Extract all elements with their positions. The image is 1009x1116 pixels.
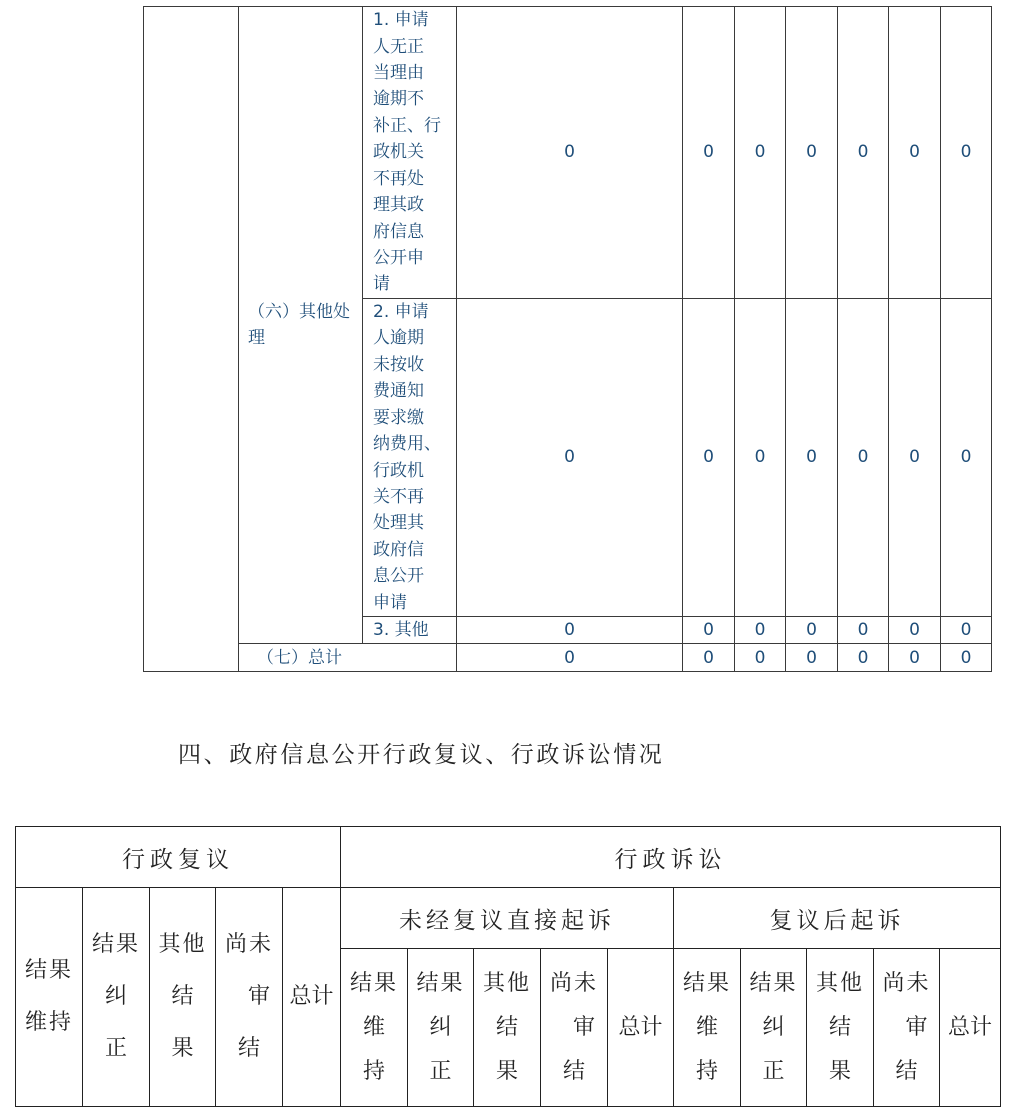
after-col-pending: 尚未 审 结 — [874, 949, 940, 1107]
sub-item-cell: 1. 申请 人无正 当理由 逾期不 补正、行 政机关 不再处 理其政 府信息 公开申 请 — [363, 7, 457, 299]
section-heading: 四、政府信息公开行政复议、行政诉讼情况 — [178, 742, 665, 768]
table-header-row — [16, 827, 1001, 888]
review-col-result-corrected: 结果 纠 正 — [83, 888, 150, 1107]
value-cell: 0 — [735, 7, 786, 299]
value-cell: 0 — [457, 7, 683, 299]
value-cell: 0 — [889, 617, 941, 644]
total-label-cell: （七）总计 — [239, 644, 457, 672]
after-col-result-upheld: 结果 维 持 — [674, 949, 741, 1107]
value-cell: 0 — [889, 7, 941, 299]
review-col-other-result: 其他 结 果 — [150, 888, 216, 1107]
admin-litigation-header: 行政诉讼 — [341, 827, 1001, 888]
direct-col-other-result: 其他 结 果 — [474, 949, 541, 1107]
value-cell: 0 — [889, 299, 941, 617]
value-cell: 0 — [786, 617, 838, 644]
value-cell: 0 — [941, 644, 992, 672]
value-cell: 0 — [735, 299, 786, 617]
value-cell: 0 — [941, 617, 992, 644]
after-col-total: 总计 — [940, 949, 1001, 1107]
table-row — [144, 7, 992, 299]
disclosure-handling-table — [143, 6, 992, 672]
value-cell: 0 — [786, 7, 838, 299]
value-cell: 0 — [457, 644, 683, 672]
value-cell: 0 — [683, 7, 735, 299]
value-cell: 0 — [786, 644, 838, 672]
review-litigation-table — [15, 826, 1001, 1107]
value-cell: 0 — [735, 644, 786, 672]
after-review-suit-header: 复议后起诉 — [674, 888, 1001, 949]
review-col-result-upheld: 结果 维持 — [16, 888, 83, 1107]
value-cell: 0 — [457, 617, 683, 644]
value-cell: 0 — [683, 617, 735, 644]
direct-col-total: 总计 — [608, 949, 674, 1107]
direct-suit-header: 未经复议直接起诉 — [341, 888, 674, 949]
value-cell: 0 — [838, 617, 889, 644]
sub-item-cell: 3. 其他 — [363, 617, 457, 644]
value-cell: 0 — [683, 299, 735, 617]
after-col-other-result: 其他 结 果 — [807, 949, 874, 1107]
value-cell: 0 — [735, 617, 786, 644]
value-cell: 0 — [838, 299, 889, 617]
value-cell: 0 — [457, 299, 683, 617]
total-row — [144, 644, 992, 672]
review-col-total: 总计 — [283, 888, 341, 1107]
value-cell: 0 — [838, 7, 889, 299]
blank-cell — [144, 7, 239, 672]
category-cell: （六）其他处理 — [239, 7, 363, 644]
value-cell: 0 — [889, 644, 941, 672]
value-cell: 0 — [786, 299, 838, 617]
table-header-row — [16, 888, 1001, 949]
value-cell: 0 — [683, 644, 735, 672]
admin-review-header: 行政复议 — [16, 827, 341, 888]
direct-col-pending: 尚未 审 结 — [541, 949, 608, 1107]
value-cell: 0 — [941, 299, 992, 617]
direct-col-result-upheld: 结果 维 持 — [341, 949, 408, 1107]
direct-col-result-corrected: 结果 纠 正 — [408, 949, 474, 1107]
after-col-result-corrected: 结果 纠 正 — [741, 949, 807, 1107]
value-cell: 0 — [941, 7, 992, 299]
value-cell: 0 — [838, 644, 889, 672]
review-col-pending: 尚未 审 结 — [216, 888, 283, 1107]
sub-item-cell: 2. 申请 人逾期 未按收 费通知 要求缴 纳费用、 行政机 关不再 处理其 政府信 息公开 申请 — [363, 299, 457, 617]
